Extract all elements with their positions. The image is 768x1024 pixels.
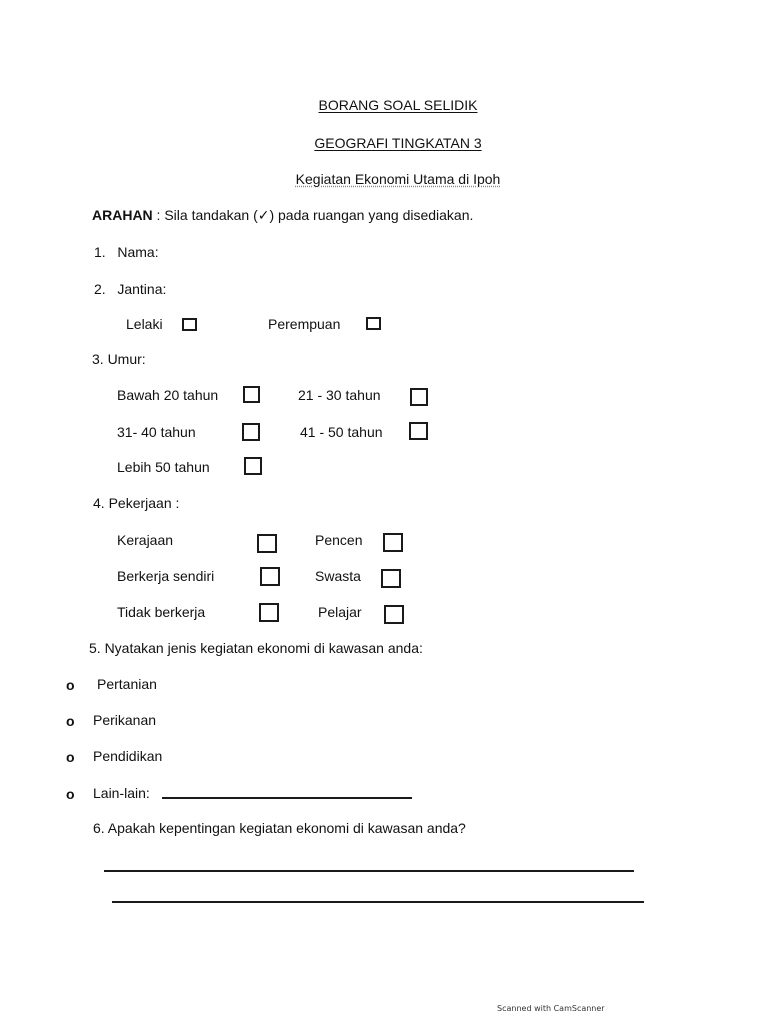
option-21-30-label: 21 - 30 tahun <box>298 387 381 403</box>
option-pelajar-label: Pelajar <box>318 604 362 620</box>
checkbox-berkerja-sendiri[interactable] <box>260 567 280 586</box>
checkbox-lebih-50[interactable] <box>244 457 262 475</box>
option-kerajaan-label: Kerajaan <box>117 532 174 548</box>
option-pertanian-label: Pertanian <box>97 676 157 692</box>
option-31-40-label: 31- 40 tahun <box>117 424 196 440</box>
checkbox-41-50[interactable] <box>409 422 428 440</box>
question-6-importance: 6. Apakah kepentingan kegiatan ekonomi di kawasan anda? <box>93 820 466 836</box>
checkbox-perempuan[interactable] <box>366 317 381 330</box>
option-perempuan-label: Perempuan <box>268 316 341 332</box>
lain-lain-answer-line[interactable] <box>162 797 412 799</box>
bullet-perikanan[interactable]: o <box>66 713 75 729</box>
option-lebih-50-label: Lebih 50 tahun <box>117 459 210 475</box>
option-bawah-20-label: Bawah 20 tahun <box>117 387 219 403</box>
option-lelaki-label: Lelaki <box>126 316 163 332</box>
option-pencen-label: Pencen <box>315 532 363 548</box>
form-subject: GEOGRAFI TINGKATAN 3 <box>314 135 482 151</box>
question-4-occupation: 4. Pekerjaan : <box>93 495 180 511</box>
checkbox-tidak-berkerja[interactable] <box>259 603 279 622</box>
bullet-pertanian[interactable]: o <box>66 677 75 693</box>
checkbox-pelajar[interactable] <box>384 605 404 624</box>
answer-line-1[interactable] <box>104 870 634 872</box>
bullet-pendidikan[interactable]: o <box>66 749 75 765</box>
checkbox-swasta[interactable] <box>381 569 401 588</box>
instruction <box>92 207 473 224</box>
answer-line-2[interactable] <box>112 901 644 903</box>
question-2-gender: 2. Jantina: <box>94 281 167 297</box>
question-3-age: 3. Umur: <box>92 351 146 367</box>
checkbox-21-30[interactable] <box>410 388 428 406</box>
checkbox-bawah-20[interactable] <box>243 386 260 403</box>
option-pendidikan-label: Pendidikan <box>93 748 163 764</box>
checkbox-kerajaan[interactable] <box>257 534 277 553</box>
checkbox-pencen[interactable] <box>383 533 403 552</box>
scanner-watermark: Scanned with CamScanner <box>497 1004 605 1013</box>
question-1-name: 1. Nama: <box>94 244 159 260</box>
option-lain-lain-label: Lain-lain: <box>93 785 150 801</box>
instruction-text: : Sila tandakan (✓) pada ruangan yang disediakan. <box>152 207 474 223</box>
option-perikanan-label: Perikanan <box>93 712 157 728</box>
checkbox-31-40[interactable] <box>242 423 260 441</box>
option-berkerja-sendiri-label: Berkerja sendiri <box>117 568 215 584</box>
checkbox-lelaki[interactable] <box>182 318 197 331</box>
form-topic: Kegiatan Ekonomi Utama di Ipoh <box>295 171 501 187</box>
form-title: BORANG SOAL SELIDIK <box>318 97 478 113</box>
option-swasta-label: Swasta <box>315 568 361 584</box>
question-5-economic-activity: 5. Nyatakan jenis kegiatan ekonomi di kawasan anda: <box>89 640 423 656</box>
bullet-lain-lain[interactable]: o <box>66 786 75 802</box>
option-41-50-label: 41 - 50 tahun <box>300 424 383 440</box>
instruction-label: ARAHAN <box>92 207 153 223</box>
option-tidak-berkerja-label: Tidak berkerja <box>117 604 206 620</box>
